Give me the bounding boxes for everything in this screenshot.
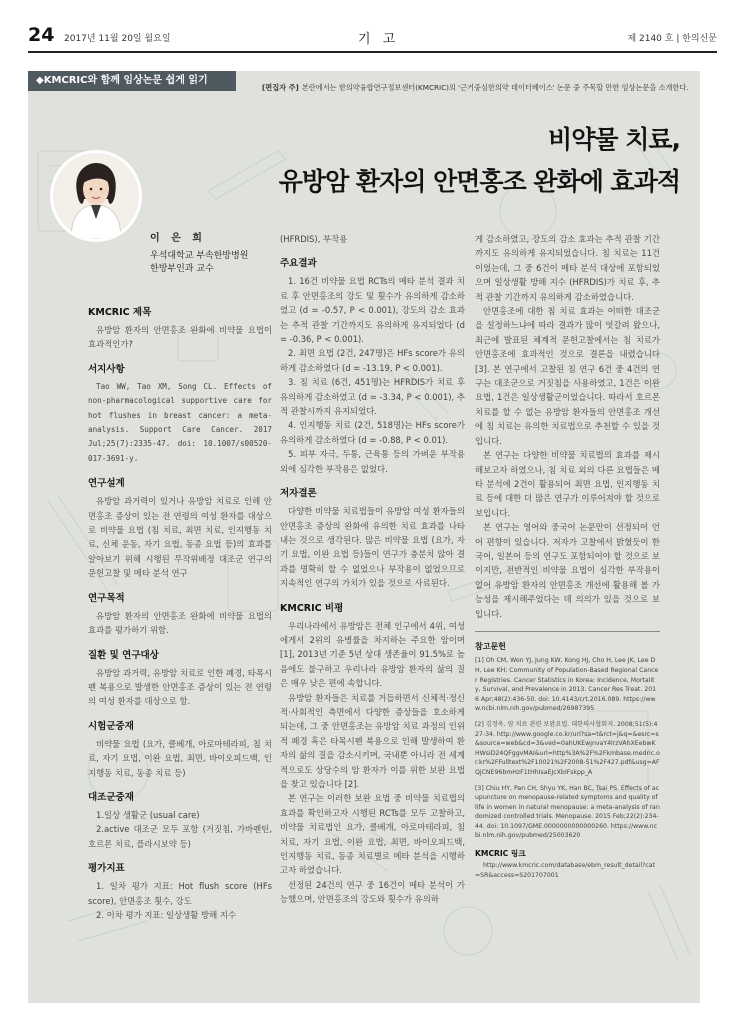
- article-title: [180, 120, 680, 198]
- study-design-text: 유방암 과거력이 있거나 유방암 치료로 인해 안면홍조 증상이 있는 전 연령의 여성 환자를 대상으로 비약물 요법 (침 치료, 최면 치료, 인지행동 치료, 신체 운동, 자기 요법, 동종 요법 등)의 효과를 알아보기 위해 시행된 무작위배정 대조군 연구의 문헌고찰 및 메타 분석 연구: [88, 496, 272, 579]
- issue-date: 2017년 11월 20일 월요일: [64, 34, 171, 44]
- results-heading: 주요결과: [280, 258, 317, 270]
- paper-name: 한의신문: [682, 34, 717, 44]
- outcomes-heading: 평가지표: [88, 863, 125, 875]
- issue-info: 제 2140 호 | 한의신문: [627, 34, 717, 44]
- study-purpose-text: 유방암 환자의 안면홍조 완화에 비약물 요법의 효과를 평가하기 위함.: [88, 610, 272, 636]
- references-divider: [475, 631, 660, 632]
- references-heading: 참고문헌: [475, 641, 506, 651]
- author-info: [150, 232, 249, 276]
- editor-note-text: 본란에서는 한의약융합연구정보센터(KMCRIC)의 '근거중심한의약 데이터베이스' 논문 중 주목할 만한 임상논문을 소개한다.: [301, 83, 689, 92]
- header-divider: [28, 51, 717, 53]
- critique-paragraph-3: 본 연구는 이러한 보완 요법 중 비약물 치료법의 효과를 확인하고자 시행된 RCTs를 모두 고찰하고, 비약물 치료법인 요가, 클베개, 아로마테라피, 침 치료, 자기 요법, 이완 요법, 최면, 바이오피드백, 인지행동 치료, 동종 치료별로 메타 분석을 시행하고자 하였습니다.: [280, 793, 465, 876]
- critique-paragraph-7: 본 연구는 영어와 중국어 논문만이 선정되어 언어 편향이 있습니다. 저자가 고찰에서 밝혔듯이 한국어, 일본어 등의 연구도 포함되어야 할 것으로 보이지만, 전반적인 비약물 요법이 심각한 부작용이 없어 유방암 환자의 안면홍조 개선에 활용해 볼 가능성을 제시해주었다는 데 의의가 있을 것으로 보입니다.: [475, 522, 660, 619]
- outcome-item-1: 1. 일차 평가 지표: Hot flush score (HFs score), 안면홍조 횟수, 강도: [88, 881, 272, 906]
- page-number: 24: [28, 24, 55, 46]
- result-item-2: 2. 최면 요법 (2건, 247명)은 HFs score가 유의하게 감소하였다 (d = -13.19, P < 0.001).: [280, 348, 465, 373]
- subjects-heading: 질환 및 연구대상: [88, 649, 159, 661]
- issue-number: 제 2140 호: [627, 34, 674, 44]
- kmcric-link[interactable]: http://www.kmcric.com/database/ebm_result_detail?cat=SR&access=S201707001: [475, 862, 655, 880]
- conclusion-heading: 저자결론: [280, 488, 317, 500]
- reference-1: [1] Oh CM, Won YJ, Jung KW, Kong HJ, Cho H, Lee JK, Lee DH, Lee KH; Community of Population-Based Regional Cancer Registries. Cancer Statistics in Korea: Incidence, Mortality, Survival, and Prevalence in 2013. Cancer Res Treat. 2016 Apr;48(2):436-50. doi: 10.4143/crt.2016.089. https://www.ncbi.nlm.nih.gov/pubmed/26987395: [475, 657, 659, 713]
- editor-note-label: [편집자 주]: [262, 83, 299, 92]
- control-item-1: 1.일상 생활군 (usual care): [96, 809, 200, 820]
- result-item-5: 5. 피부 자극, 두통, 근육통 등의 가벼운 부작용 외에 심각한 부작용은 없었다.: [280, 449, 465, 474]
- title-line-1: 비약물 치료,: [548, 125, 680, 154]
- subjects-text: 유방암 과거력, 유방암 치료로 인한 폐경, 타목시펜 복용으로 발생한 안면홍조 증상이 있는 전 연령의 여성 환자를 대상으로 함.: [88, 667, 272, 707]
- intervention-heading: 시험군중재: [88, 720, 134, 732]
- result-item-3: 3. 침 치료 (6건, 451명)는 HFRDIS가 치료 후 유의하게 감소하였고 (d = -3.34, P < 0.001), 추적 관찰시까지 유지되었다.: [280, 377, 465, 417]
- critique-paragraph-2: 유방암 환자들은 치료를 거듭하면서 신체적·정신적·사회적인 측면에서 다양한 증상들을 호소하게 되는데, 그 중 안면홍조는 유방암 치료 과정의 인위적 폐경 혹은 타목시펜 복용으로 인해 발생하여 환자의 삶의 질을 감소시키며, 국내뿐 아니라 전 세계적으로도 상당수의 암 환자가 이를 위한 보완 요법을 찾고 있습니다 [2].: [280, 692, 465, 789]
- title-line-2: 유방암 환자의 안면홍조 완화에 효과적: [278, 167, 680, 196]
- author-name: 이 은 희: [150, 233, 206, 244]
- critique-paragraph-5: 안면홍조에 대한 침 치료 효과는 어떠한 대조군을 설정하느냐에 따라 결과가 많이 엇갈려 왔으나, 최근에 발표된 체계적 문헌고찰에서는 침 치료가 안면홍조에 효과적인 것으로 결론을 내렸습니다 [3]. 본 연구에서 고찰된 침 연구 6건 중 4건의 연구는 대조군으로 거짓침을 사용하였고, 1건은 이완 요법, 1건은 일상생활군이었습니다. 따라서 호르몬 치료를 할 수 없는 유방암 환자들의 안면홍조 개선에 침 치료는 유의한 치료법으로 추천할 수 있을 것입니다.: [475, 306, 660, 446]
- critique-paragraph-1: 우리나라에서 유방암은 전체 인구에서 4위, 여성에게서 2위의 유병률을 차지하는 주요한 암이며 [1], 2013년 기준 5년 상대 생존율이 91.5%로 높음에도 불구하고 우리나라 유방암 환자의 삶의 질은 매우 낮은 편에 속합니다.: [280, 620, 465, 689]
- author-photo: [50, 150, 142, 242]
- critique-continued: 게 감소하였고, 강도의 감소 효과는 추적 관찰 기간까지도 유의하게 유지되었습니다. 침 치료는 11건이었는데, 그 중 6건이 메타 분석 대상에 포함되었으며 일상생활 방해 지수 (HFRDIS)가 치료 후, 추적 관찰 기간까지 유의하게 감소하였습니다.: [475, 234, 660, 302]
- column-2: [280, 232, 465, 907]
- critique-paragraph-4: 선정된 24건의 연구 중 16건이 메타 분석이 가능했으며, 안면홍조의 강도와 횟수가 유의하: [280, 879, 465, 905]
- result-item-4: 4. 인지행동 치료 (2건, 518명)는 HFs score가 유의하게 감소하였다 (d = -0.88, P < 0.01).: [280, 420, 465, 445]
- bibliography-text: Tao WW, Tao XM, Song CL. Effects of non-pharmacological supportive care for hot flushes in breast cancer: a meta-analysis. Support Care Cancer. 2017 Jul;25(7):2335-47. doi: 10.1007/s00520-017-3691-y.: [88, 381, 272, 463]
- critique-heading: KMCRIC 비평: [280, 602, 344, 614]
- kmcric-link-heading: KMCRIC 링크: [475, 849, 526, 859]
- column-1: [88, 305, 272, 922]
- outcome-continued: (HFRDIS), 부작용: [280, 234, 348, 244]
- column-3: [475, 232, 660, 881]
- page-header: [28, 24, 717, 50]
- conclusion-text: 다양한 비약물 치료법들이 유방암 여성 환자들의 안면홍조 증상의 완화에 유의한 치료 효과를 나타내는 것으로 생각된다. 많은 비약물 요법 (요가, 자기 요법, 이완 요법 등)들이 연구가 충분치 않아 결과를 명확히 할 수 없었으나 부작용이 없었으므로 지속적인 연구의 가치가 있을 것으로 사료된다.: [280, 506, 465, 589]
- reference-2: [2] 김정욱. 암 치료 관련 보완요법. 대한의사협회지. 2008;51(5):427-34. http://www.google.co.kr/url?sa=t&rct=j&q=&esrc=s&source=web&cd=3&ved=0ahUKEwjnvaY4lrzVAhXEebwKHWsiD24QFggvMAI&url=http%3A%2F%2Fkmbase.medric.or.kr%2FFulltext%2F10021%2F2008-51%2F427.pdf&usg=AFQjCNE96bmHzF1tHhIsaEJcXbIFskpp_A: [475, 720, 660, 776]
- author-affiliation-2: 한방부인과 교수: [150, 264, 214, 274]
- study-design-heading: 연구설계: [88, 478, 125, 490]
- critique-paragraph-6: 본 연구는 다양한 비약물 치료법의 효과를 제시해보고자 하였으나, 침 치료 외의 다른 요법들은 메타 분석에 2건이 활용되어 최면 요법, 인지행동 치료 등에 대한 더 많은 연구가 이루어져야 할 것으로 보입니다.: [475, 450, 660, 518]
- control-heading: 대조군중재: [88, 791, 134, 803]
- series-tab: ◆KMCRIC와 함께 임상논문 쉽게 읽기: [28, 71, 236, 91]
- intervention-text: 비약물 요법 (요가, 클베개, 아로마테라피, 침 치료, 자기 요법, 이완 요법, 최면, 바이오피드백, 인지행동 치료, 동종 치료 등): [88, 738, 272, 778]
- outcome-item-2: 2. 이차 평가 지표: 일상생활 방해 지수: [96, 909, 237, 920]
- result-item-1: 1. 16건 비약물 요법 RCTs의 메타 분석 결과 치료 후 안면홍조의 강도 및 횟수가 유의하게 감소하였고 (d = -0.57, P < 0.001), 강도의 감소 효과는 추적 관찰 기간까지도 유의하게 유지되었다 (d = -0.36, P < 0.001).: [280, 276, 465, 345]
- reference-3: [3] Chiu HY, Pan CH, Shyu YK, Han BC, Tsai PS. Effects of acupuncture on menopause-related symptoms and quality of life in women in natural menopause: a meta-analysis of randomized controlled trials. Menopause. 2015 Feb;22(2):234-44. doi: 10.1097/GME.0000000000000260. https://www.ncbi.nlm.nih.gov/pubmed/25003620: [475, 784, 660, 840]
- study-purpose-heading: 연구목적: [88, 592, 125, 604]
- author-affiliation-1: 우석대학교 부속한방병원: [150, 251, 249, 261]
- kmcric-title-text: 유방암 환자의 안면홍조 완화에 비약물 요법이 효과적인가?: [88, 325, 272, 350]
- bibliography-heading: 서지사항: [88, 363, 125, 375]
- editor-note: [262, 83, 712, 93]
- control-item-2: 2.active 대조군 모두 포함 (거짓침, 가바펜틴, 호르몬 치료, 플라시보약 등): [88, 824, 272, 849]
- author-portrait-image: [53, 153, 139, 239]
- section-name: 기 고: [358, 32, 400, 47]
- kmcric-title-heading: KMCRIC 제목: [88, 307, 152, 318]
